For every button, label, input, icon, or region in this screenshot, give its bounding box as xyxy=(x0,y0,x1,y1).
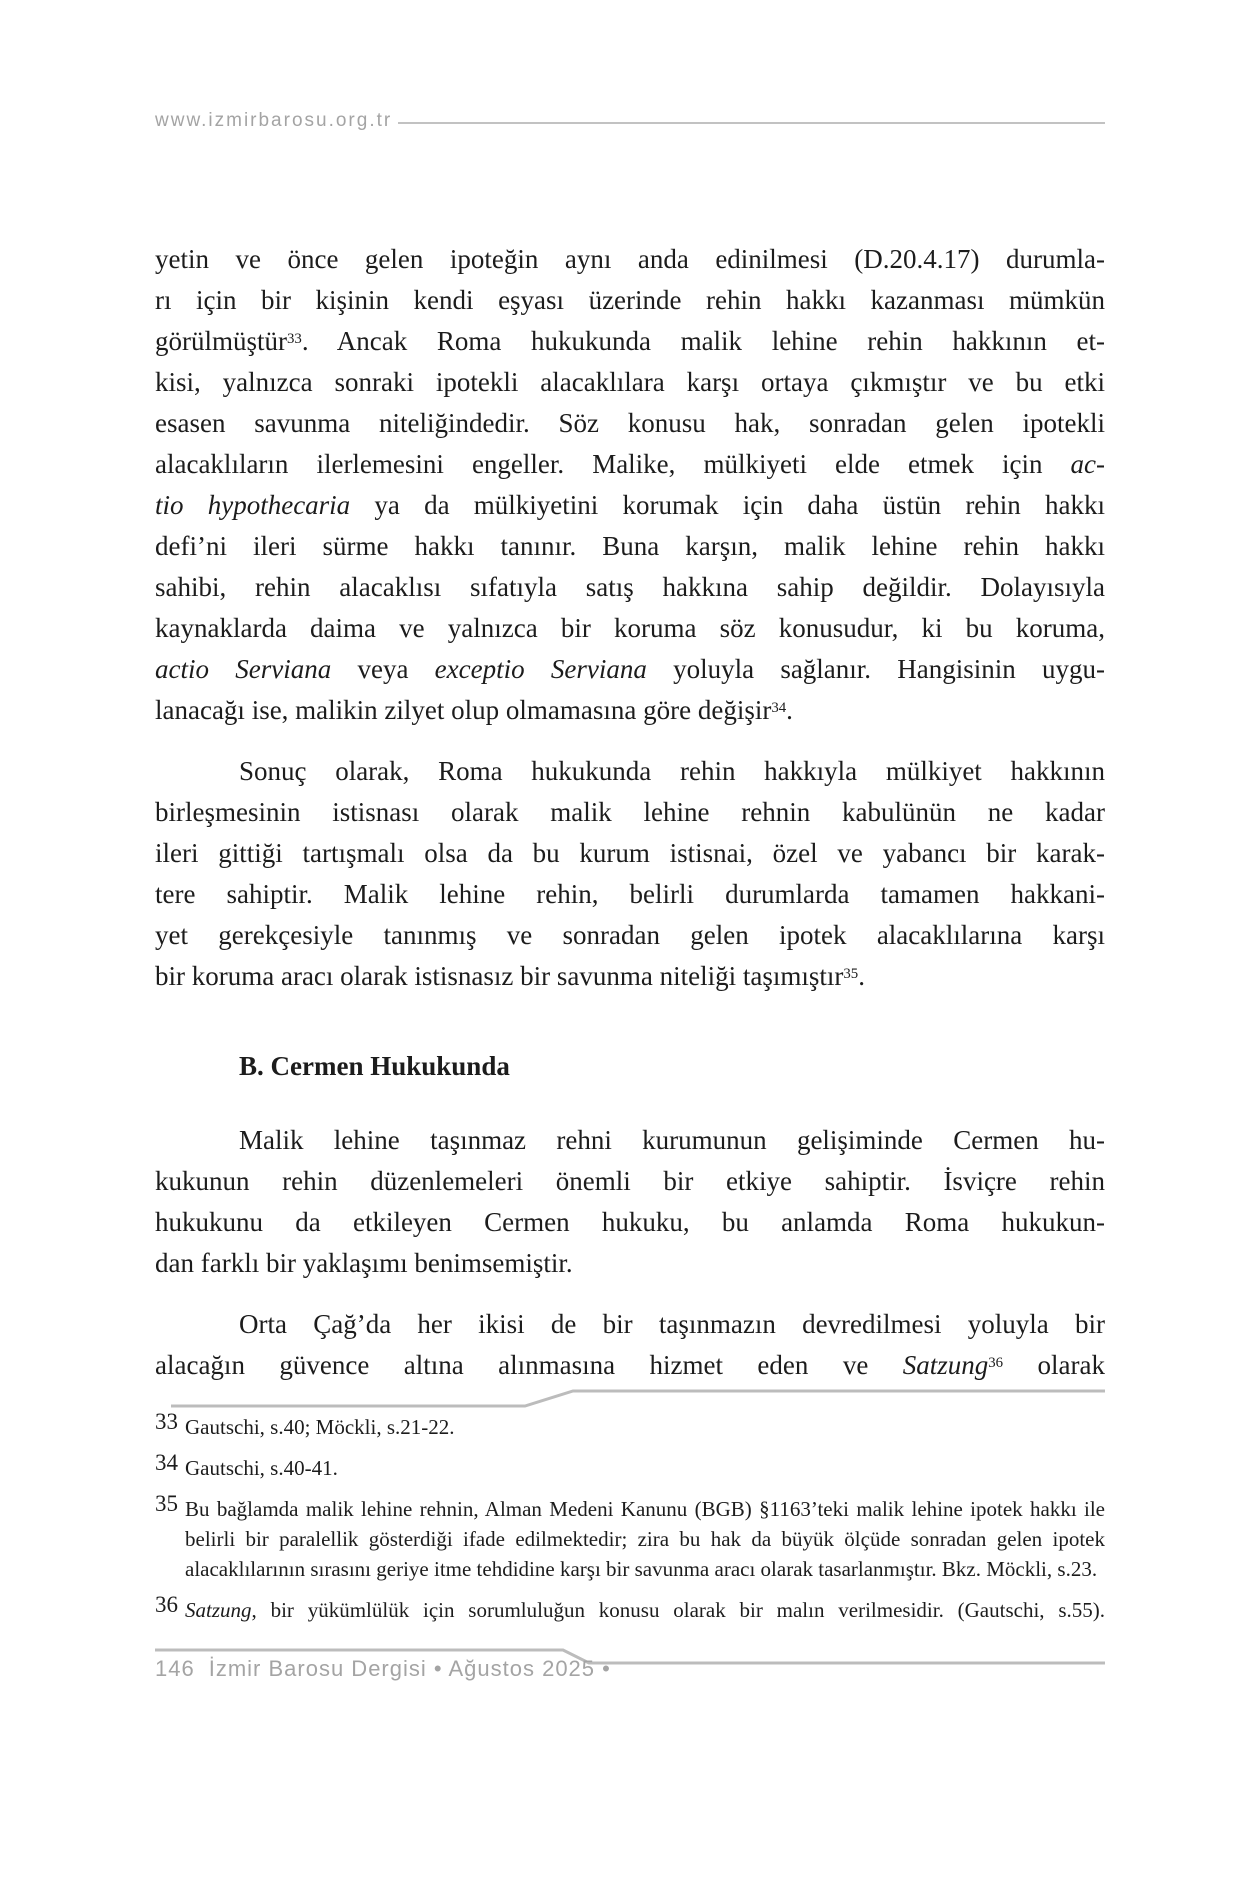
text-line xyxy=(155,649,1105,690)
text-run: kukunun rehin düzenlemeleri önemli bir etkiye sahiptir. İsviçre rehin xyxy=(155,1166,1105,1196)
footer-journal-line: İzmir Barosu Dergisi • Ağustos 2025 • xyxy=(208,1656,611,1681)
italic-term: Satzung xyxy=(185,1598,252,1622)
text-line xyxy=(155,956,1105,997)
footnote-text xyxy=(185,1412,1105,1442)
text-run: kisi, yalnızca sonraki ipotekli alacaklılara karşı ortaya çıkmıştır ve bu etki xyxy=(155,367,1105,397)
text-run: . xyxy=(786,695,793,725)
body-paragraph xyxy=(155,239,1105,731)
section-heading xyxy=(155,1046,1105,1087)
italic-term: ac- xyxy=(1070,449,1105,479)
text-run: Bu bağlamda malik lehine rehnin, Alman Medeni Kanunu (BGB) §1163’teki malik lehine ipotek hakkı ile belirli bir paralellik gösterdiği ifade edilmektedir; zira bu hak da büyük ölçüde sonradan gelen ipotek alacaklılarının sırasını geriye itme tehdidine karşı bir savunma aracı olarak tasarlanmıştır. Bkz. Möckli, s.23. xyxy=(185,1497,1105,1581)
text-run: veya xyxy=(331,654,435,684)
text-line xyxy=(155,1243,1105,1284)
footer-page-number: 146 xyxy=(155,1656,195,1681)
text-run: ya da mülkiyetini korumak için daha üstün rehin hakkı xyxy=(350,490,1105,520)
text-line xyxy=(155,1120,1105,1161)
text-run: görülmüştür xyxy=(155,326,287,356)
text-line xyxy=(155,239,1105,280)
content xyxy=(155,239,1105,1386)
text-run: . xyxy=(858,961,865,991)
text-run: esasen savunma niteliğindedir. Söz konusu hak, sonradan gelen ipotekli xyxy=(155,408,1105,438)
footnote-item xyxy=(155,1491,1105,1584)
text-run: birleşmesinin istisnası olarak malik lehine rehnin kabulünün ne kadar xyxy=(155,797,1105,827)
text-line xyxy=(155,362,1105,403)
footnote-item xyxy=(155,1409,1105,1442)
footnote-separator-rule xyxy=(155,1385,1105,1411)
text-run: rı için bir kişinin kendi eşyası üzerinde rehin hakkı kazanması mümkün xyxy=(155,285,1105,315)
text-run: tere sahiptir. Malik lehine rehin, belirli durumlarda tamamen hakkani- xyxy=(155,879,1105,909)
text-run: dan farklı bir yaklaşımı benimsemiştir. xyxy=(155,1248,573,1278)
text-line xyxy=(155,751,1105,792)
footnote-ref: 35 xyxy=(843,965,859,982)
text-line xyxy=(155,874,1105,915)
text-run: alacağın güvence altına alınmasına hizmet eden ve xyxy=(155,1350,903,1380)
text-run: Malik lehine taşınmaz rehni kurumunun gelişiminde Cermen hu- xyxy=(239,1125,1105,1155)
text-run: defi’ni ileri sürme hakkı tanınır. Buna karşın, malik lehine rehin hakkı xyxy=(155,531,1105,561)
header-url: www.izmirbarosu.org.tr xyxy=(155,110,393,131)
text-run: Orta Çağ’da her ikisi de bir taşınmazın devredilmesi yoluyla bir xyxy=(239,1309,1105,1339)
footnote-text xyxy=(185,1595,1105,1625)
text-line xyxy=(155,792,1105,833)
text-line xyxy=(155,608,1105,649)
text-run: olarak xyxy=(1003,1350,1105,1380)
body-paragraph xyxy=(155,1304,1105,1386)
footnote-ref: 36 xyxy=(988,1354,1004,1371)
footnote-text xyxy=(185,1453,1105,1483)
body-paragraph xyxy=(155,1120,1105,1284)
text-run: . Ancak Roma hukukunda malik lehine rehin hakkının et- xyxy=(301,326,1105,356)
text-run: sahibi, rehin alacaklısı sıfatıyla satış hakkına sahip değildir. Dolayısıyla xyxy=(155,572,1105,602)
text-run: Gautschi, s.40-41. xyxy=(185,1456,338,1480)
body-paragraph xyxy=(155,751,1105,997)
footnote-number: 36 xyxy=(155,1592,178,1617)
page-footer xyxy=(155,1656,611,1682)
text-line xyxy=(155,1345,1105,1386)
text-line xyxy=(155,690,1105,731)
footnotes xyxy=(155,1409,1105,1625)
italic-term: actio Serviana xyxy=(155,654,332,684)
footnote-ref: 34 xyxy=(771,699,787,716)
text-run: yetin ve önce gelen ipoteğin aynı anda edinilmesi (D.20.4.17) durumla- xyxy=(155,244,1105,274)
header-rule xyxy=(398,122,1105,124)
page-header xyxy=(155,110,1105,132)
text-line xyxy=(155,403,1105,444)
text-run: hukukunu da etkileyen Cermen hukuku, bu anlamda Roma hukukun- xyxy=(155,1207,1105,1237)
footnote-item xyxy=(155,1592,1105,1625)
text-line xyxy=(155,485,1105,526)
footnote-number: 34 xyxy=(155,1450,178,1475)
text-run: B. Cermen Hukukunda xyxy=(239,1051,510,1081)
text-line xyxy=(155,567,1105,608)
text-run: Sonuç olarak, Roma hukukunda rehin hakkıyla mülkiyet hakkının xyxy=(239,756,1105,786)
text-line xyxy=(239,1046,1105,1087)
text-line xyxy=(155,321,1105,362)
footnote-text xyxy=(185,1494,1105,1584)
text-run: , bir yükümlülük için sorumluluğun konusu olarak bir malın verilmesidir. (Gautschi, s.55). xyxy=(251,1598,1105,1622)
text-line xyxy=(155,1161,1105,1202)
footnote-item xyxy=(155,1450,1105,1483)
text-run: kaynaklarda daima ve yalnızca bir koruma söz konusudur, ki bu koruma, xyxy=(155,613,1105,643)
text-line xyxy=(155,526,1105,567)
text-run: alacaklıların ilerlemesini engeller. Malike, mülkiyeti elde etmek için xyxy=(155,449,1071,479)
text-line xyxy=(155,1304,1105,1345)
text-run: bir koruma aracı olarak istisnasız bir savunma niteliği taşımıştır xyxy=(155,961,844,991)
italic-term: tio hypothecaria xyxy=(155,490,351,520)
italic-term: exceptio Serviana xyxy=(434,654,647,684)
footnote-ref: 33 xyxy=(287,330,302,347)
italic-term: Satzung xyxy=(902,1350,989,1380)
text-run: lanacağı ise, malikin zilyet olup olmamasına göre değişir xyxy=(155,695,772,725)
footnote-number: 35 xyxy=(155,1491,178,1516)
text-line xyxy=(155,1202,1105,1243)
text-line xyxy=(155,915,1105,956)
text-line xyxy=(155,833,1105,874)
text-run: yoluyla sağlanır. Hangisinin uygu- xyxy=(646,654,1106,684)
footnote-number: 33 xyxy=(155,1409,178,1434)
text-line xyxy=(155,280,1105,321)
text-run: yet gerekçesiyle tanınmış ve sonradan gelen ipotek alacaklılarına karşı xyxy=(155,920,1105,950)
text-run: Gautschi, s.40; Möckli, s.21-22. xyxy=(185,1415,455,1439)
text-line xyxy=(155,444,1105,485)
text-run: ileri gittiği tartışmalı olsa da bu kurum istisnai, özel ve yabancı bir karak- xyxy=(155,838,1105,868)
